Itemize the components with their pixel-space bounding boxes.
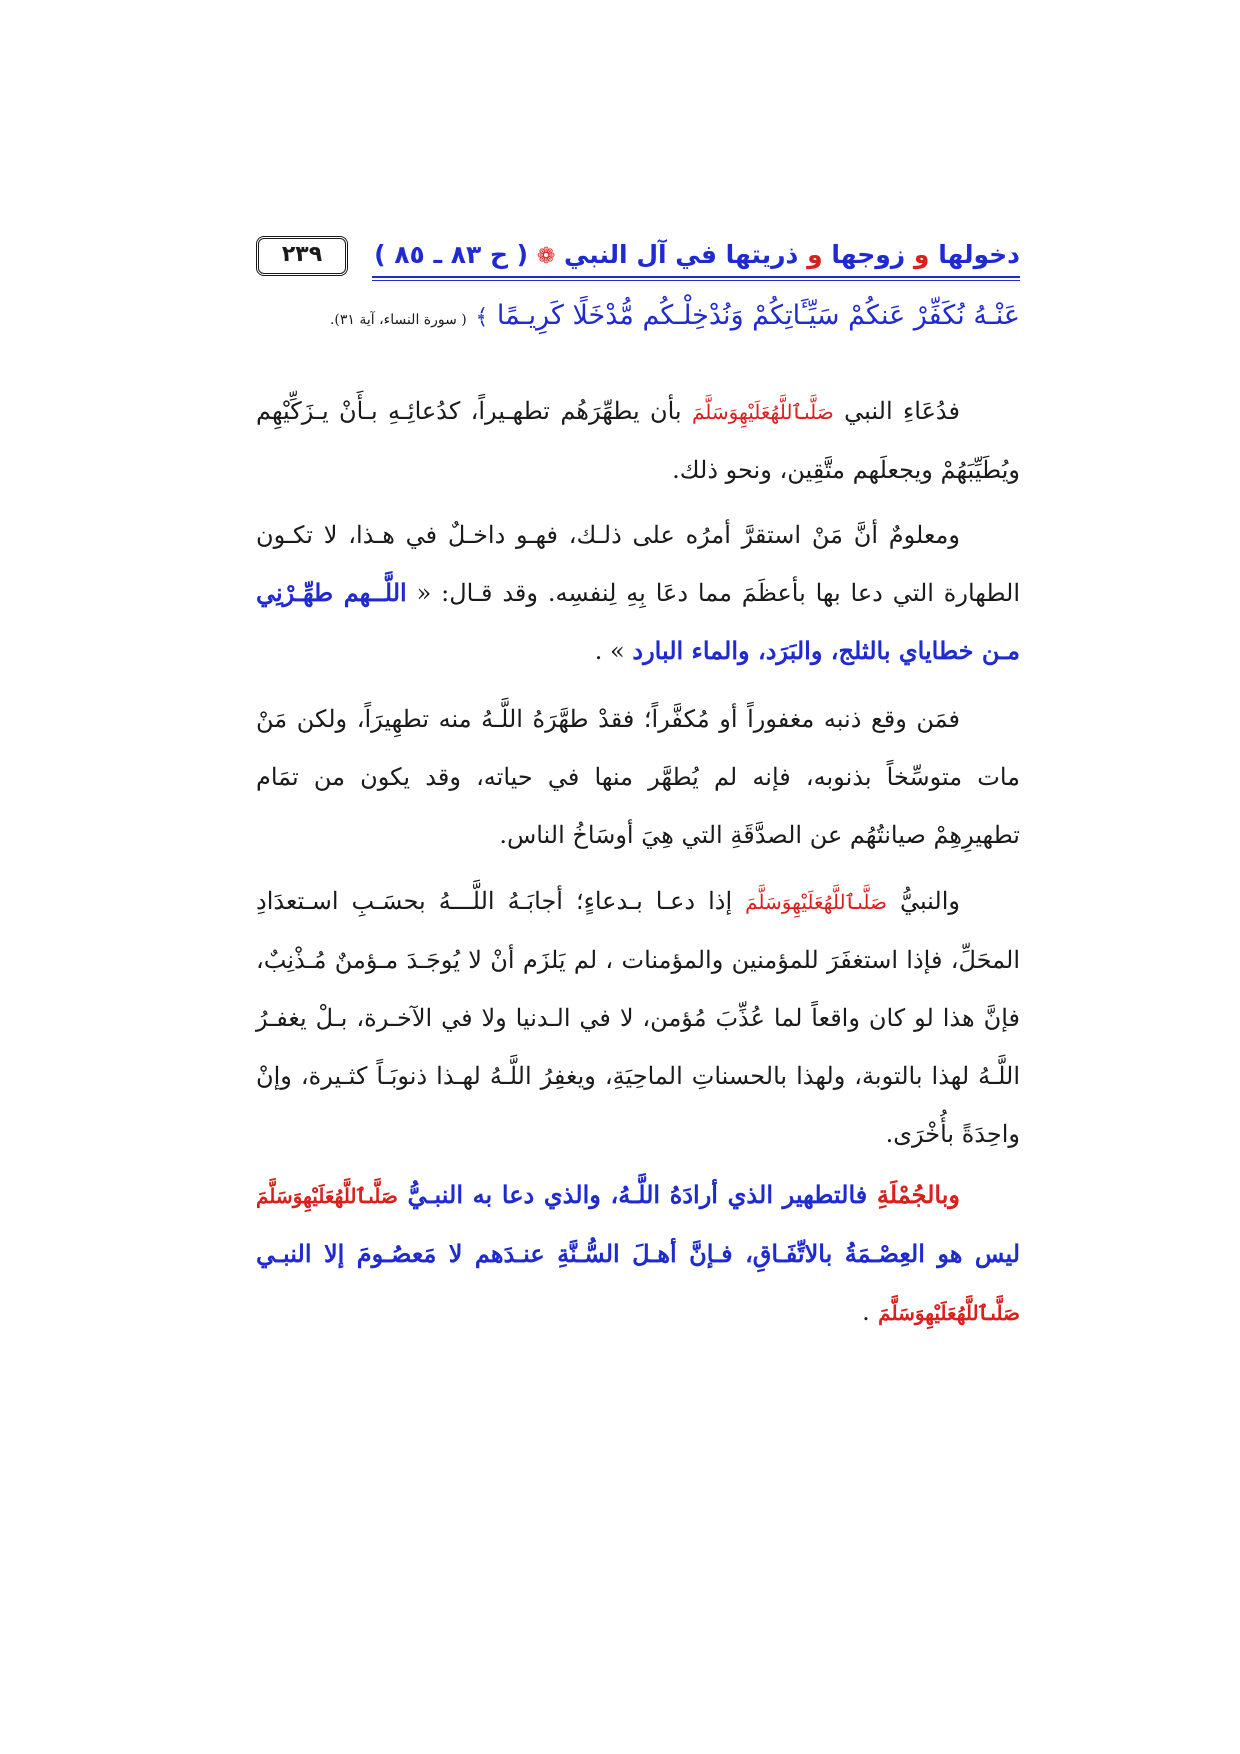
title-part-1: دخولها bbox=[938, 240, 1020, 269]
paragraph-5 bbox=[256, 1166, 1020, 1342]
title-part-3: ذريتها في آل النبي bbox=[563, 240, 799, 269]
p4-start: والنبيُّ bbox=[899, 887, 960, 915]
page-number: ٢٣٩ bbox=[256, 236, 348, 276]
p2-end: » . bbox=[594, 637, 625, 665]
p2-start: ومعلومٌ أنَّ مَنْ استقرَّ أمرُه على ذلـك، فهـو داخـلٌ في هـذا، لا تكـون الطهارة التي دعا بها بأعظَمَ مما دعَا بِهِ لِنفسِه. وقد قـال: « bbox=[256, 521, 1020, 607]
header-rule bbox=[372, 276, 1020, 281]
p2-hadith-quote: اللَّــهم طهِّـرْنِي مـن خطاياي بالثلج، والبَرَد، والماء البارد bbox=[256, 578, 1020, 665]
p3-text: فمَن وقع ذنبه مغفوراً أو مُكفَّراً؛ فقدْ طهَّرَهُ اللَّـهُ منه تطهِيرَاً، ولكن مَنْ مات متوسِّخاً بذنوبه، فإنه لم يُطهَّر منها في حياته، وقد يكون من تمَام تطهيرِهِمْ صيانتُهُم عن الصدَّقَةِ التي هِيَ أوسَاخُ الناس. bbox=[256, 705, 1020, 849]
running-title bbox=[374, 240, 1020, 269]
p5-mid-1: فالتطهير الذي أرادَهُ اللَّـهُ، والذي دعا به النبـيُّ bbox=[407, 1180, 868, 1209]
quran-verse: عَنْـهُ نُكَفِّرْ عَنكُمْ سَيِّـَٔاتِكُمْ وَنُدْخِلْـكُم مُّدْخَلًا كَرِيـمًا bbox=[496, 300, 1020, 331]
paragraph-3 bbox=[256, 690, 1020, 864]
p5-start: وبالجُمْلَةِ bbox=[876, 1180, 960, 1209]
page-header bbox=[256, 240, 1020, 280]
hadith-range: ( ح ٨٣ ـ ٨٥ ) bbox=[374, 240, 529, 269]
title-part-2: زوجها bbox=[831, 240, 906, 269]
salah-glyph: صَلَّىٱللَّهُعَلَيْهِوَسَلَّمَ bbox=[256, 1184, 398, 1208]
p4-end: إذا دعـا بـدعاءٍ؛ أجابَـهُ اللَّـــهُ بحسَـبِ اسـتعدَادِ المحَلِّ، فإذا استغفَرَ للمؤمنين والمؤمنات ، لم يَلزَم أنْ لا يُوجَـدَ مـؤمنٌ مُـذْنِبٌ، فإنَّ هذا لو كان واقعاً لما عُذِّبَ مُؤمن، لا في الـدنيا ولا في الآخـرة، بـلْ يغفـرُ اللَّـهُ لهذا بالتوبة، ولهذا بالحسناتِ الماحِيَةِ، ويغفِرُ اللَّـهُ لهـذا ذنوبَـاً كثـيرة، وإنْ واحِدَةً بأُخْرَى. bbox=[256, 887, 1020, 1148]
paragraph-2 bbox=[256, 506, 1020, 680]
verse-reference: ( سورة النساء، آية ٣١). bbox=[329, 312, 467, 328]
salah-glyph: صَلَّىٱللَّهُعَلَيْهِوَسَلَّمَ bbox=[745, 890, 887, 914]
rose-icon: ❁ bbox=[536, 244, 556, 269]
quran-verse-line bbox=[256, 300, 1020, 331]
title-conjunction-1: و bbox=[913, 240, 930, 269]
p1-start: فدُعَاءِ النبي bbox=[844, 397, 960, 425]
salah-glyph: صَلَّىٱللَّهُعَلَيْهِوَسَلَّمَ bbox=[691, 400, 834, 424]
salah-glyph: صَلَّىٱللَّهُعَلَيْهِوَسَلَّمَ bbox=[878, 1301, 1020, 1325]
paragraph-1 bbox=[256, 382, 1020, 499]
title-conjunction-2: و bbox=[807, 240, 823, 269]
verse-close-bracket: ﴾ bbox=[475, 305, 489, 330]
p5-end: . bbox=[862, 1298, 870, 1326]
p1-end: بأن يطهِّرَهُم تطهـيراً، كدُعائِـهِ بـأَنْ يـزَكِّيْهِم ويُطَيِّبَهُمْ ويجعلَهم متَّقِين، ونحو ذلك. bbox=[256, 397, 1020, 484]
paragraph-4 bbox=[256, 872, 1020, 1163]
p5-mid-2: ليس هو العِصْـمَةُ بالاتِّفَـاقِ، فـإنَّ أهـلَ السُّـنَّةِ عنـدَهم لا مَعصُـومَ إلا النبـي bbox=[256, 1239, 1021, 1268]
